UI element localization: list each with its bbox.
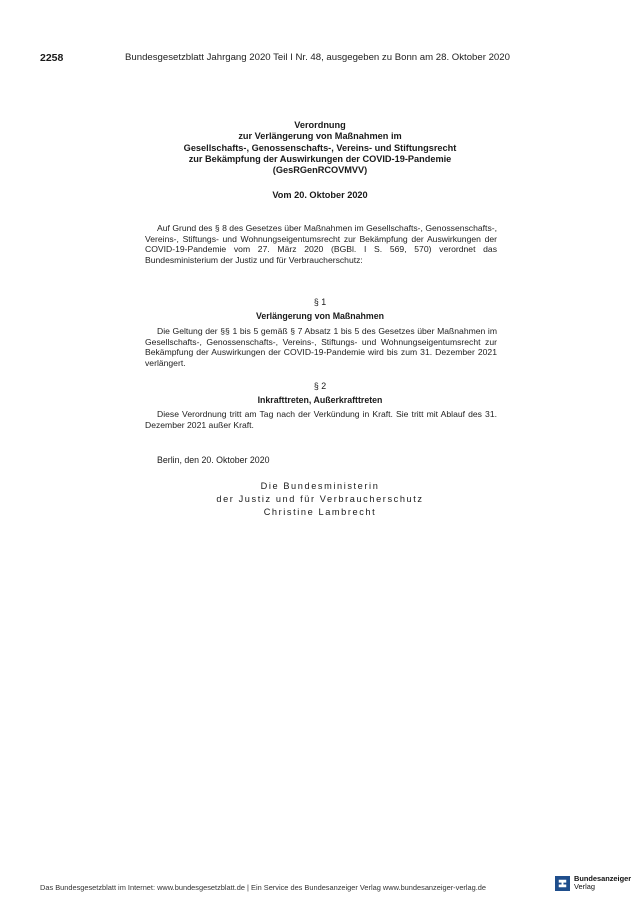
- section-1-heading: Verlängerung von Maßnahmen: [255, 311, 385, 321]
- signature-block: [130, 480, 510, 518]
- place-date: Berlin, den 20. Oktober 2020: [157, 455, 270, 465]
- page-number: 2258: [40, 52, 64, 64]
- section-1-text: Die Geltung der §§ 1 bis 5 gemäß § 7 Absatz 1 bis 5 des Gesetzes über Maßnahmen im Gesellschafts-, Genossenschafts-, Vereins-, Stiftungs- und Wohnungseigentumsrecht zur Bekämpfung der Auswirkungen der COVID-19-Pandemie wird bis zum 31. Dezember 2021 verlängert.: [145, 326, 497, 368]
- logo-line-2: Verlag: [574, 882, 595, 891]
- preamble: [145, 223, 497, 265]
- section-2-heading: Inkrafttreten, Außerkrafttreten: [257, 395, 383, 405]
- publisher-logo: [555, 875, 631, 891]
- header-line: Bundesgesetzblatt Jahrgang 2020 Teil I Nr. 48, ausgegeben zu Bonn am 28. Oktober 2020: [125, 52, 510, 63]
- title-line: Verordnung: [294, 120, 346, 130]
- signature-line: Christine Lambrecht: [263, 506, 377, 517]
- document-title: [130, 120, 510, 176]
- title-line: zur Bekämpfung der Auswirkungen der COVID-19-Pandemie: [188, 153, 452, 164]
- logo-text: [574, 875, 631, 891]
- section-1-number: § 1: [313, 297, 327, 307]
- issue-date: Vom 20. Oktober 2020: [272, 190, 368, 200]
- title-line: (GesRGenRCOVMVV): [272, 165, 368, 176]
- title-line: Gesellschafts-, Genossenschafts-, Vereins- und Stiftungsrecht: [183, 142, 457, 153]
- footer-text: Das Bundesgesetzblatt im Internet: www.bundesgesetzblatt.de | Ein Service des Bundesanzeiger Verlag www.bundesanzeiger-verlag.de: [40, 883, 487, 892]
- section-2-body: [145, 409, 497, 430]
- preamble-text: Auf Grund des § 8 des Gesetzes über Maßnahmen im Gesellschafts-, Genossenschafts-, Vereins-, Stiftungs- und Wohnungseigentumsrecht zur Bekämpfung der Auswirkungen der COVID-19-Pandemie vom 27. März 2020 (BGBl. I S. 569, 570) verordnet das Bundesministerium der Justiz und für Verbraucherschutz:: [145, 223, 497, 265]
- signature-line: der Justiz und für Verbraucherschutz: [216, 493, 424, 504]
- title-line: zur Verlängerung von Maßnahmen im: [238, 131, 402, 142]
- section-2-text: Diese Verordnung tritt am Tag nach der Verkündung in Kraft. Sie tritt mit Ablauf des 31. Dezember 2021 außer Kraft.: [145, 409, 497, 430]
- bundesanzeiger-logo-icon: [555, 876, 570, 891]
- signature-line: Die Bundesministerin: [260, 481, 380, 491]
- section-2-number: § 2: [313, 381, 327, 391]
- logo-line-1: Bundesanzeiger: [574, 874, 632, 883]
- section-1-body: [145, 326, 497, 368]
